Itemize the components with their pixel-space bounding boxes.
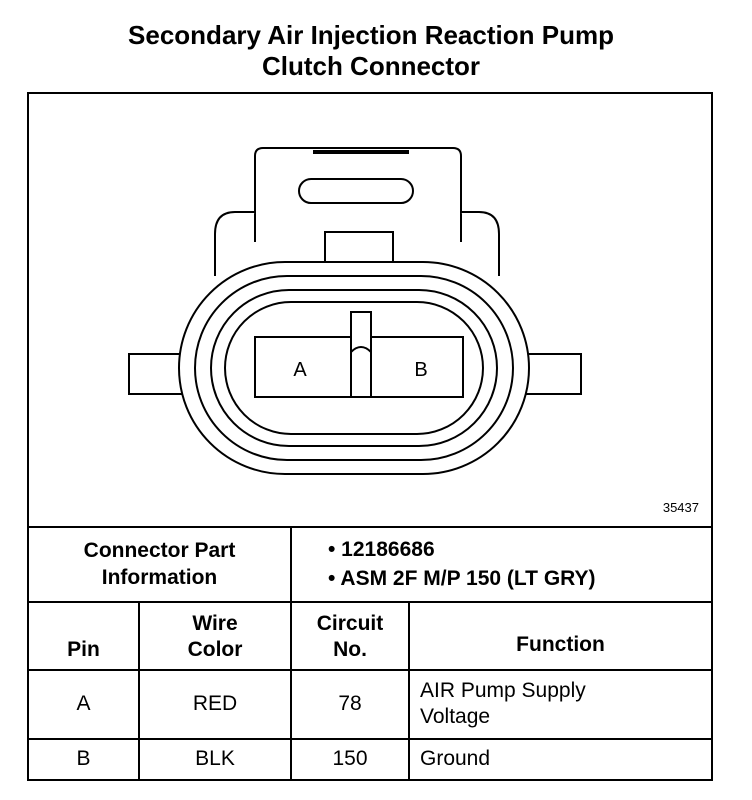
- part-info-label: [29, 527, 291, 602]
- part-assembly: • ASM 2F M/P 150 (LT GRY): [328, 567, 596, 591]
- row-b-circuit: 150: [291, 739, 409, 780]
- row-a-wire-color: RED: [139, 670, 291, 739]
- title-line-2: Clutch Connector: [261, 51, 481, 81]
- left-shoulder: [215, 212, 255, 276]
- title-line-1: Secondary Air Injection Reaction Pump: [128, 20, 614, 50]
- row-a-function: [409, 670, 711, 739]
- header-wire-color-line-1: Wire: [192, 611, 238, 635]
- table-row: [29, 670, 711, 739]
- part-info-row: [29, 527, 711, 602]
- center-key: [351, 312, 371, 397]
- header-wire-color-line-2: Color: [187, 637, 243, 661]
- right-peg: [521, 354, 581, 394]
- row-b-wire-color: BLK: [139, 739, 291, 780]
- connector-drawing: [29, 94, 711, 526]
- latch-slot: [299, 179, 413, 203]
- header-pin: [29, 602, 139, 670]
- connector-table: [29, 526, 711, 779]
- table-header-row: [29, 602, 711, 670]
- row-a-circuit: 78: [291, 670, 409, 739]
- part-info-values: [291, 527, 711, 602]
- header-function: [409, 602, 711, 670]
- part-info-label-line-2: Information: [101, 566, 218, 590]
- part-info-label-line-1: Connector Part: [83, 539, 236, 563]
- header-function-text: Function: [516, 632, 605, 656]
- figure-number: 35437: [662, 500, 699, 515]
- header-wire-color: [139, 602, 291, 670]
- table-row: [29, 739, 711, 780]
- row-a-pin: A: [29, 670, 139, 739]
- part-number: • 12186686: [328, 538, 435, 562]
- header-pin-text: Pin: [67, 637, 100, 661]
- header-circuit-line-2: No.: [333, 637, 367, 661]
- header-circuit-line-1: Circuit: [316, 611, 384, 635]
- row-b-function: Ground: [409, 739, 711, 780]
- pin-b-label: B: [414, 359, 428, 381]
- row-a-function-line-2: Voltage: [420, 705, 491, 729]
- connector-neck: [325, 232, 393, 264]
- diagram-title: [0, 20, 742, 82]
- row-a-function-line-1: AIR Pump Supply: [420, 679, 586, 703]
- pin-a-label: A: [293, 359, 307, 381]
- right-shoulder: [461, 212, 499, 276]
- connector-frame: [27, 92, 713, 781]
- connector-diagram: [29, 94, 711, 526]
- header-circuit: [291, 602, 409, 670]
- row-b-pin: B: [29, 739, 139, 780]
